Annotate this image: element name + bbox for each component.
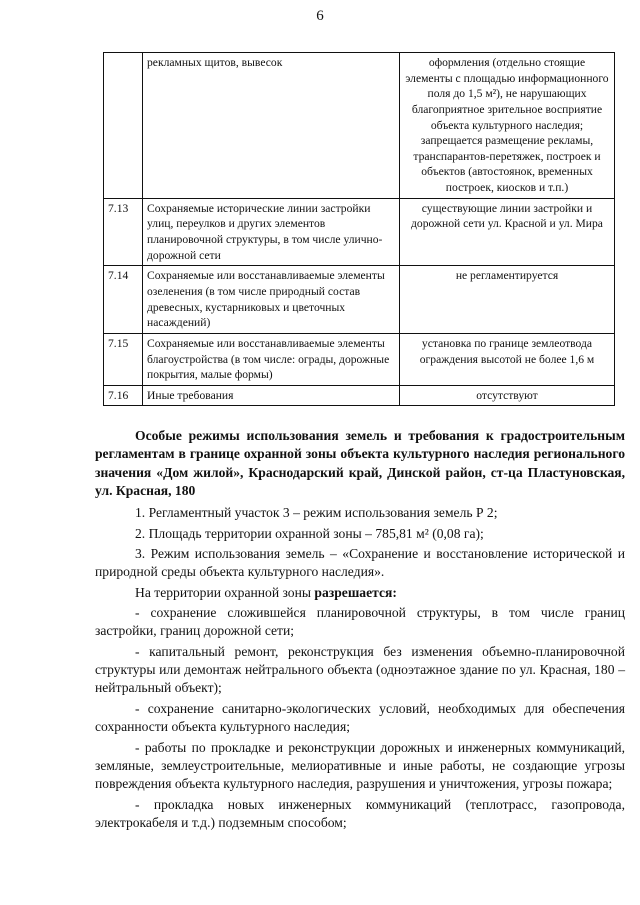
row-number [104,53,143,199]
row-value: оформления (отдельно стоящие элементы с площадью информационного поля до 1,5 м²), не нарушающих благоприятное зрительное восприятие объекта культурного наследия; запрещается размещение рекламы, транспарантов-перетяжек, построек и объектов (автостоянок, временных построек, киосков и т.п.) [400,53,615,199]
regulations-table [103,52,615,406]
row-name: рекламных щитов, вывесок [143,53,400,199]
table-row [104,333,615,385]
row-value: не регламентируется [400,266,615,334]
list-item: - прокладка новых инженерных коммуникаций (теплотрасс, газопровода, электрокабеля и т.д.) подземным способом; [95,796,625,830]
list-item: - капитальный ремонт, реконструкция без изменения объемно-планировочной структуры или демонтаж нейтрального объекта (одноэтажное здание по ул. Красная, 180 – нейтральный объект); [95,643,625,696]
table-row [104,385,615,406]
row-name: Иные требования [143,385,400,406]
row-number: 7.16 [104,385,143,406]
row-name: Сохраняемые или восстанавливаемые элементы озеленения (в том числе природный состав древесных, кустарниковых и цветочных насаждений) [143,266,400,334]
allowed-intro-text: На территории охранной зоны [135,584,311,600]
table-row [104,53,615,199]
protection-zone-section [95,427,625,834]
row-name: Сохраняемые или восстанавливаемые элементы благоустройства (в том числе: ограды, дорожные покрытия, малые формы) [143,333,400,385]
list-item: - работы по прокладке и реконструкции дорожных и инженерных коммуникаций, земляные, землеустроительные, мелиоративные и иные работы, не создающие угрозы повреждения объекта культурного наследия, разрушения и уничтожения, угрозы пожара; [95,739,625,792]
list-item: - сохранение санитарно-экологических условий, необходимых для обеспечения сохранности объекта культурного наследия; [95,700,625,735]
list-item: 1. Регламентный участок 3 – режим использования земель Р 2; [135,505,498,521]
row-number: 7.14 [104,266,143,334]
table-row [104,266,615,334]
list-item: - сохранение сложившейся планировочной структуры, в том числе границ застройки, границ дорожной сети; [95,605,625,639]
page-number: 6 [316,8,324,24]
row-name: Сохраняемые исторические линии застройки улиц, переулков и других элементов планировочной структуры, в том числе улично-дорожной сети [143,198,400,266]
table-row [104,198,615,266]
list-item: 3. Режим использования земель – «Сохранение и восстановление исторической и природной среды объекта культурного наследия». [95,546,625,580]
section-heading: Особые режимы использования земель и требования к градостроительным регламентам в границе охранной зоны объекта культурного наследия регионального значения «Дом жилой», Краснодарский край, Динской район, ст-ца Пластуновская, ул. Красная, 180 [95,428,625,499]
row-value: установка по границе землеотвода ограждения высотой не более 1,6 м [400,333,615,385]
row-number: 7.13 [104,198,143,266]
allowed-keyword: разрешается: [314,584,397,600]
allowed-intro [95,584,625,602]
row-number: 7.15 [104,333,143,385]
row-value: отсутствуют [400,385,615,406]
list-item: 2. Площадь территории охранной зоны – 785,81 м² (0,08 га); [135,525,484,541]
row-value: существующие линии застройки и дорожной сети ул. Красной и ул. Мира [400,198,615,266]
